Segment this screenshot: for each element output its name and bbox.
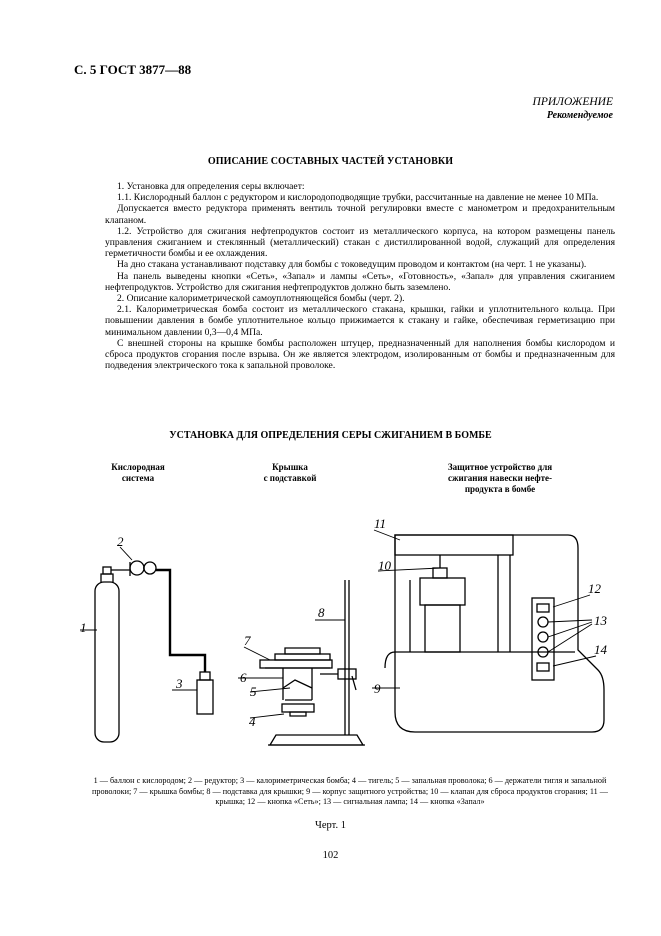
callout-10: 10 [378, 558, 391, 573]
paragraph: 1. Установка для определения серы включает: [117, 181, 305, 192]
paragraph: 1.1. Кислородный баллон с редуктором и кислородоподводящие трубки, рассчитанные на давление не менее 10 МПа. [117, 192, 599, 204]
page-number: 102 [322, 850, 339, 861]
paragraph: На дно стакана устанавливают подставку для бомбы с токоведущим проводом и контактом (на черт. 1 не указаны). [117, 259, 587, 271]
callout-5: 5 [250, 684, 257, 699]
callout-7: 7 [244, 633, 251, 648]
control-panel [532, 598, 554, 680]
callout-4: 4 [249, 714, 256, 729]
oxygen-tube [156, 570, 205, 672]
paragraph: 2.1. Калориметрическая бомба состоит из металлического стакана, крышки, гайки и уплотнительного кольца. При повышении давления в бомбе уплотнительное кольцо прижимается к стакану и гайке, обеспечивая герметизацию при минимальном давлении 0,3—0,4 МПа. [105, 304, 615, 338]
label-line: с подставкой [263, 473, 317, 483]
calorimetric-bomb [197, 672, 213, 714]
callout-13: 13 [594, 613, 607, 628]
protective-housing [385, 535, 604, 732]
callout-3: 3 [176, 676, 183, 691]
callout-6: 6 [240, 670, 247, 685]
bomb-lid [260, 648, 332, 668]
release-valve [420, 555, 465, 652]
crucible-holders [282, 668, 314, 716]
figure-number: Черт. 1 [315, 820, 346, 831]
callouts [80, 516, 608, 729]
page-header: С. 5 ГОСТ 3877—88 [74, 62, 192, 77]
callout-2: 2 [117, 534, 124, 549]
figure-caption: 1 — баллон с кислородом; 2 — редуктор; 3 — калориметрическая бомба; 4 — тигель; 5 — запальная проволока; 6 — держатели тигля и запальной проволоки; 7 — крышка бомбы; 8 — подставка для крышки; 9 — корпус защитного устройства; 10 — клапан для сброса продуктов сгорания; 11 — крышка; 12 — кнопка «Сеть»; 13 — сигнальная лампа; 14 — кнопка «Запал» [92, 776, 608, 806]
paragraph: С внешней стороны на крышке бомбы расположен штуцер, предназначенный для наполнения бомбы кислородом и сброса продуктов сгорания после взрыва. Он же является электродом, изолированным от бомбы и предназначенным для подведения электрического тока к запальной проволоке. [105, 337, 615, 372]
reducer [111, 561, 156, 576]
appendix-title: ПРИЛОЖЕНИЕ [532, 96, 613, 108]
label-line: сжигания навески нефте- [448, 473, 552, 483]
oxygen-cylinder [95, 567, 119, 742]
figure-title: УСТАНОВКА ДЛЯ ОПРЕДЕЛЕНИЯ СЕРЫ СЖИГАНИЕМ В БОМБЕ [169, 430, 492, 441]
label-line: Защитное устройство для [447, 462, 553, 472]
device-lid [395, 535, 513, 555]
lid-stand [268, 580, 365, 745]
label-line: Кислородная [111, 462, 165, 472]
callout-1: 1 [80, 620, 87, 635]
callout-9: 9 [374, 681, 381, 696]
appendix-subtitle: Рекомендуемое [546, 110, 613, 121]
paragraph: 2. Описание калориметрической самоуплотняющейся бомбы (черт. 2). [117, 293, 405, 305]
callout-8: 8 [318, 605, 325, 620]
callout-14: 14 [594, 642, 607, 657]
paragraph: На панель выведены кнопки «Сеть», «Запал» и лампы «Сеть», «Готовность», «Запал» для управления сжиганием нефтепродуктов. Устройство для сжигания нефтепродуктов должно быть заземлено. [105, 270, 615, 293]
paragraph: Допускается вместо редуктора применять вентиль точной регулировки вместе с манометром и предохранительным клапаном. [105, 203, 615, 226]
callout-11: 11 [374, 516, 387, 531]
label-line: продукта в бомбе [464, 484, 536, 494]
label-line: система [121, 473, 155, 483]
paragraph: 1.2. Устройство для сжигания нефтепродуктов состоит из металлического корпуса, на котором размещены панель управления сжиганием и стеклянный (металлический) стакан с дистиллированной водой, служащий для определения герметичности бомбы и ее охлаждения. [105, 225, 615, 260]
label-line: Крышка [272, 462, 308, 472]
callout-12: 12 [588, 581, 601, 596]
section-title: ОПИСАНИЕ СОСТАВНЫХ ЧАСТЕЙ УСТАНОВКИ [207, 156, 454, 167]
